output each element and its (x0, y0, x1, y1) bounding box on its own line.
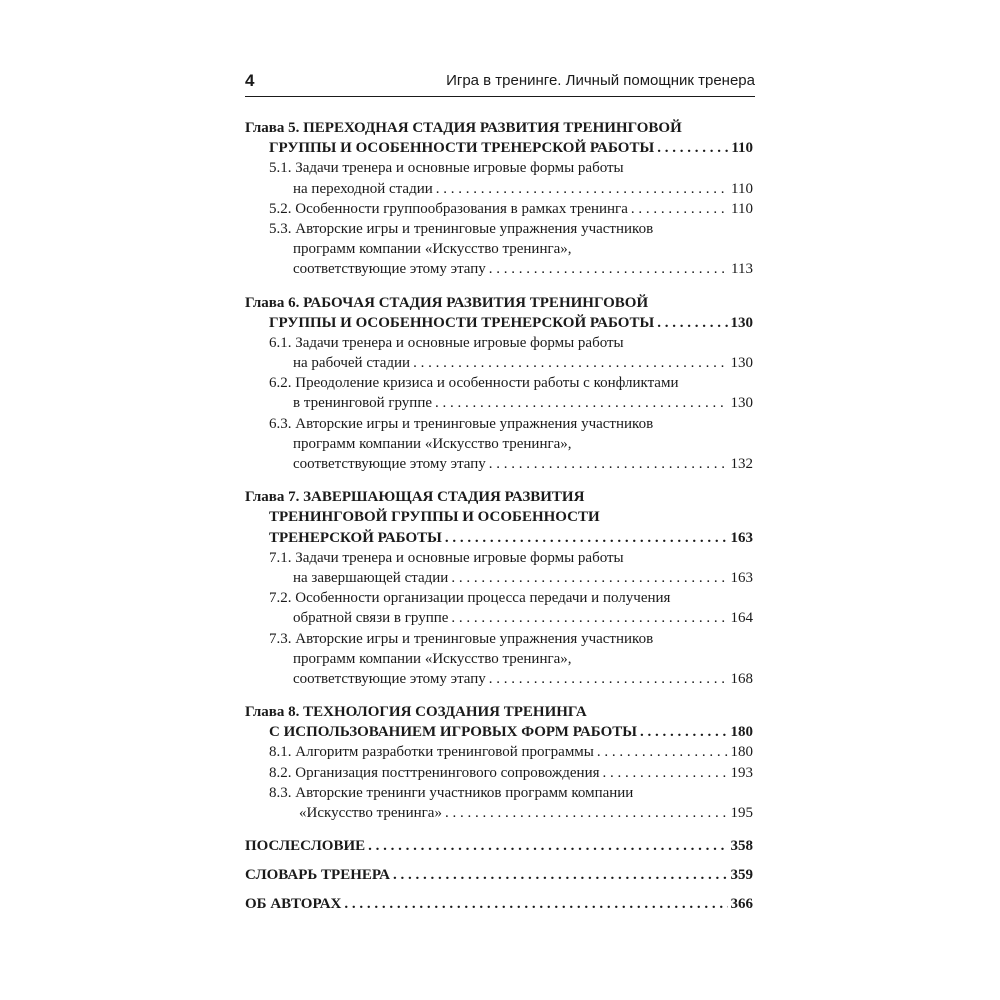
section-page-number: 193 (730, 764, 753, 781)
toc-chapter-6 (245, 293, 753, 475)
entry-page-number: 358 (730, 838, 753, 855)
leader-dots (451, 568, 727, 588)
section-line: на завершающей стадии . . . 163 (245, 568, 753, 588)
section-page-number: 113 (731, 261, 753, 278)
toc-entry-afterword (245, 836, 753, 856)
section-line: программ компании «Искусство тренинга», (293, 650, 572, 667)
leader-dots (451, 608, 727, 628)
leader-dots (489, 454, 728, 474)
leader-dots (445, 528, 728, 548)
leader-dots (436, 179, 728, 199)
chapter-page-number: 130 (730, 314, 753, 331)
table-of-contents (245, 118, 753, 923)
running-title: Игра в тренинге. Личный помощник тренера (446, 72, 755, 89)
section-line: обратной связи в группе . . . 164 (245, 608, 753, 628)
entry-title: ОБ АВТОРАХ (245, 896, 342, 913)
section-line: 6.3. Авторские игры и тренинговые упражнения участников (269, 415, 654, 432)
section-line: на рабочей стадии . . . 130 (245, 353, 753, 373)
section-page-number: 132 (730, 456, 753, 472)
leader-dots (368, 836, 727, 856)
section-line: 6.1. Задачи тренера и основные игровые формы работы (269, 334, 624, 351)
section-page-number: 168 (730, 670, 753, 687)
chapter-title-line: ТРЕНИНГОВОЙ ГРУППЫ И ОСОБЕННОСТИ (269, 509, 600, 526)
entry-title: СЛОВАРЬ ТРЕНЕРА (245, 867, 390, 884)
section-line: 7.1. Задачи тренера и основные игровые формы работы (269, 549, 624, 566)
toc-chapter-5 (245, 118, 753, 280)
section-page-number: 130 (730, 355, 753, 372)
section-page-number: 110 (731, 200, 753, 217)
toc-entry-authors (245, 894, 753, 914)
leader-dots (597, 742, 728, 762)
chapter-title-line: ГРУППЫ И ОСОБЕННОСТИ ТРЕНЕРСКОЙ РАБОТЫ . . . 110 (245, 138, 753, 158)
section-line: программ компании «Искусство тренинга», (293, 435, 572, 452)
section-line: 7.2. Особенности организации процесса передачи и получения (269, 590, 671, 607)
chapter-title-line: С ИСПОЛЬЗОВАНИЕМ ИГРОВЫХ ФОРМ РАБОТЫ . . . 180 (245, 722, 753, 742)
chapter-title-line: Глава 6. РАБОЧАЯ СТАДИЯ РАЗВИТИЯ ТРЕНИНГОВОЙ (245, 294, 649, 311)
section-line: 5.1. Задачи тренера и основные игровые формы работы (269, 160, 624, 177)
chapter-page-number: 110 (731, 140, 753, 157)
section-line: соответствующие этому этапу . . . 168 (245, 669, 753, 689)
leader-dots (489, 669, 728, 689)
section-line: в тренинговой группе . . . 130 (245, 393, 753, 413)
chapter-title-line: Глава 7. ЗАВЕРШАЮЩАЯ СТАДИЯ РАЗВИТИЯ (245, 489, 585, 506)
section-line: 5.2. Особенности группообразования в рамках тренинга . . . 110 (245, 199, 753, 219)
toc-entry-glossary (245, 865, 753, 885)
leader-dots (603, 763, 728, 783)
chapter-title-line: ТРЕНЕРСКОЙ РАБОТЫ . . . 163 (245, 528, 753, 548)
entry-title: ПОСЛЕСЛОВИЕ (245, 838, 366, 855)
entry-page-number: 359 (730, 867, 753, 884)
running-header (245, 70, 755, 97)
section-page-number: 163 (730, 569, 753, 586)
chapter-page-number: 180 (730, 724, 753, 741)
page-number: 4 (245, 71, 255, 90)
section-line: соответствующие этому этапу . . . 132 (245, 454, 753, 474)
section-line: 5.3. Авторские игры и тренинговые упражнения участников (269, 220, 654, 237)
leader-dots (489, 259, 728, 279)
leader-dots (657, 138, 728, 158)
section-page-number: 130 (730, 395, 753, 412)
chapter-title-line: Глава 8. ТЕХНОЛОГИЯ СОЗДАНИЯ ТРЕНИНГА (245, 704, 587, 721)
section-line: соответствующие этому этапу . . . 113 (245, 259, 753, 279)
section-line: 8.3. Авторские тренинги участников программ компании (269, 784, 634, 801)
section-line: 7.3. Авторские игры и тренинговые упражнения участников (269, 630, 654, 647)
leader-dots (344, 894, 727, 914)
toc-chapter-8 (245, 702, 753, 823)
leader-dots (393, 865, 728, 885)
section-page-number: 110 (731, 180, 753, 197)
section-page-number: 164 (730, 610, 753, 627)
leader-dots (445, 803, 728, 823)
section-line: программ компании «Искусство тренинга», (293, 241, 572, 258)
section-line: 8.2. Организация посттренингового сопровождения . . . 193 (245, 763, 753, 783)
section-page-number: 180 (730, 744, 753, 761)
entry-page-number: 366 (730, 896, 753, 913)
section-line: 8.1. Алгоритм разработки тренинговой программы . . . 180 (245, 742, 753, 762)
section-line: «Искусство тренинга» . . . 195 (245, 803, 753, 823)
leader-dots (413, 353, 727, 373)
leader-dots (435, 393, 727, 413)
section-page-number: 195 (730, 805, 753, 821)
leader-dots (657, 313, 727, 333)
section-line: на переходной стадии . . . 110 (245, 179, 753, 199)
chapter-page-number: 163 (730, 529, 753, 546)
toc-chapter-7 (245, 487, 753, 689)
leader-dots (631, 199, 728, 219)
leader-dots (640, 722, 728, 742)
section-line: 6.2. Преодоление кризиса и особенности работы с конфликтами (269, 375, 679, 392)
chapter-title-line: ГРУППЫ И ОСОБЕННОСТИ ТРЕНЕРСКОЙ РАБОТЫ . . . 130 (245, 313, 753, 333)
chapter-title-line: Глава 5. ПЕРЕХОДНАЯ СТАДИЯ РАЗВИТИЯ ТРЕНИНГОВОЙ (245, 120, 682, 136)
